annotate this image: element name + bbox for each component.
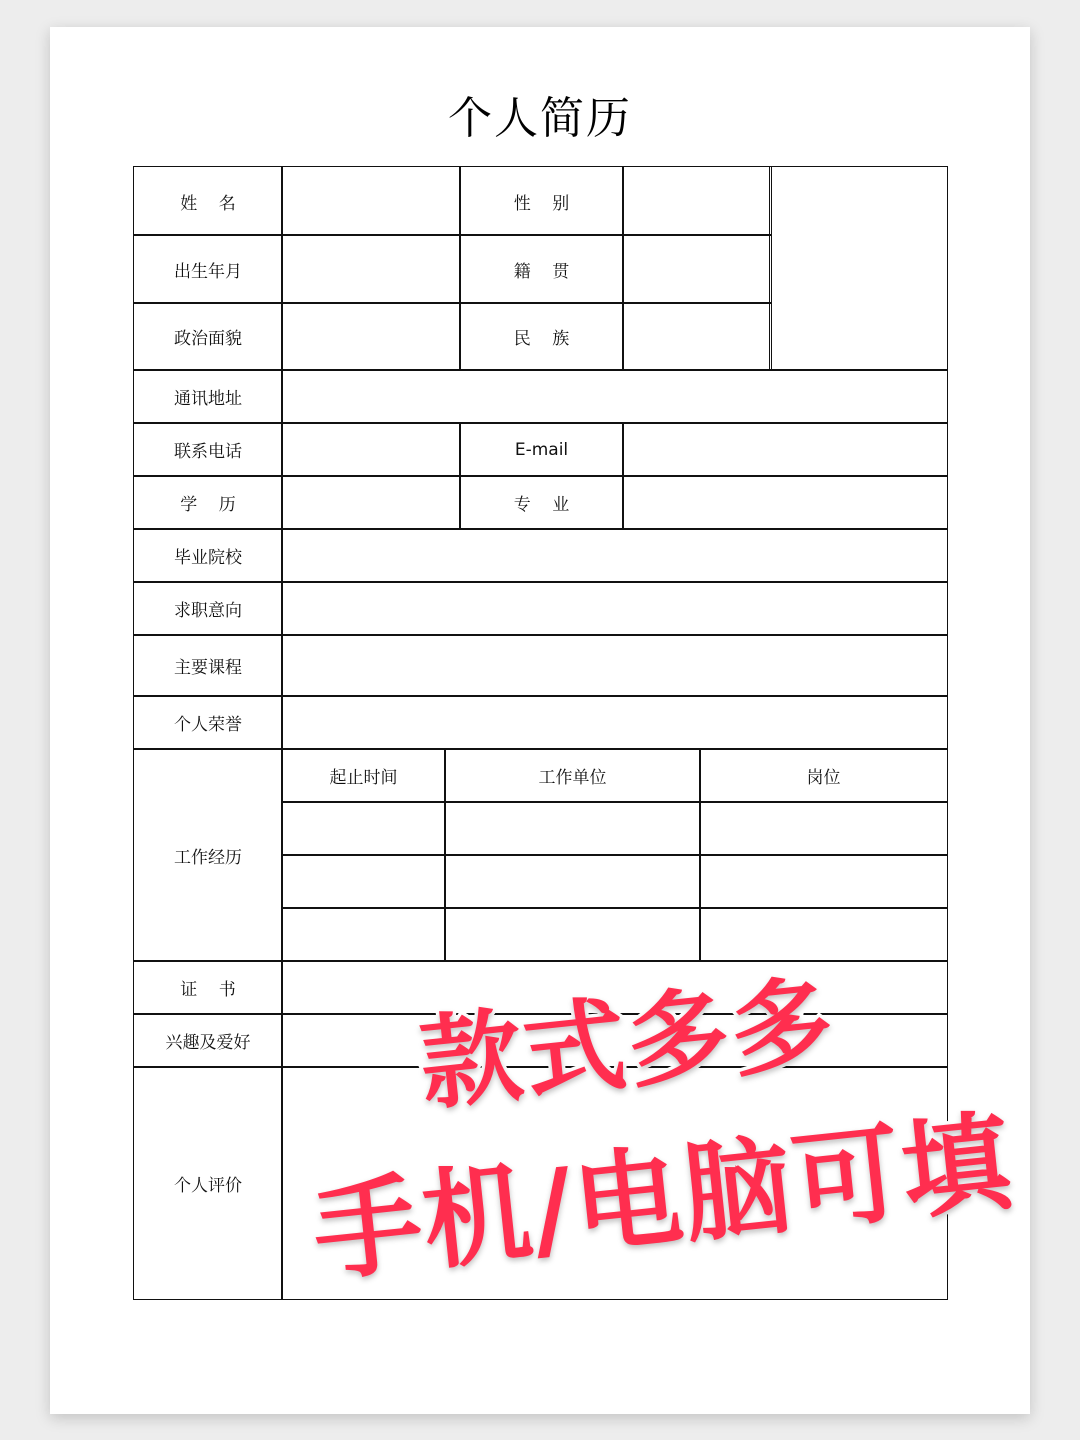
work-header-employer: 工作单位 (444, 748, 701, 803)
birth-field[interactable] (281, 234, 461, 304)
address-field[interactable] (281, 369, 948, 424)
label-address: 通讯地址 (133, 369, 283, 424)
work-row-2-position[interactable] (699, 854, 948, 909)
job-intention-field[interactable] (281, 581, 948, 636)
label-self-evaluation: 个人评价 (133, 1066, 283, 1300)
label-job-intention: 求职意向 (133, 581, 283, 636)
label-name: 姓 名 (133, 166, 283, 236)
overlay-text-fillable: 手机/电脑可填 (307, 1099, 1019, 1298)
work-row-1-position[interactable] (699, 801, 948, 856)
overlay-text-styles: 款式多多 (414, 963, 841, 1126)
label-ethnicity: 民 族 (459, 302, 624, 371)
work-row-3-employer[interactable] (444, 907, 701, 962)
phone-field[interactable] (281, 422, 461, 477)
label-education: 学 历 (133, 475, 283, 530)
label-email: E-mail (459, 422, 624, 477)
label-phone: 联系电话 (133, 422, 283, 477)
native-place-field[interactable] (622, 234, 772, 304)
work-row-2-period[interactable] (281, 854, 446, 909)
photo-box[interactable] (769, 166, 948, 371)
education-field[interactable] (281, 475, 461, 530)
work-row-2-employer[interactable] (444, 854, 701, 909)
label-gender: 性 别 (459, 166, 624, 236)
label-courses: 主要课程 (133, 634, 283, 697)
political-status-field[interactable] (281, 302, 461, 371)
work-row-1-period[interactable] (281, 801, 446, 856)
label-political-status: 政治面貌 (133, 302, 283, 371)
work-header-position: 岗位 (699, 748, 948, 803)
school-field[interactable] (281, 528, 948, 583)
label-school: 毕业院校 (133, 528, 283, 583)
work-row-1-employer[interactable] (444, 801, 701, 856)
courses-field[interactable] (281, 634, 948, 697)
work-row-3-period[interactable] (281, 907, 446, 962)
label-birth: 出生年月 (133, 234, 283, 304)
work-header-period: 起止时间 (281, 748, 446, 803)
page-title: 个人简历 (448, 93, 632, 144)
ethnicity-field[interactable] (622, 302, 772, 371)
email-field[interactable] (622, 422, 948, 477)
major-field[interactable] (622, 475, 948, 530)
honors-field[interactable] (281, 695, 948, 750)
label-hobbies: 兴趣及爱好 (133, 1013, 283, 1068)
label-certificates: 证 书 (133, 960, 283, 1015)
label-native-place: 籍 贯 (459, 234, 624, 304)
gender-field[interactable] (622, 166, 772, 236)
label-honors: 个人荣誉 (133, 695, 283, 750)
label-work-experience: 工作经历 (133, 748, 283, 962)
name-field[interactable] (281, 166, 461, 236)
label-major: 专 业 (459, 475, 624, 530)
